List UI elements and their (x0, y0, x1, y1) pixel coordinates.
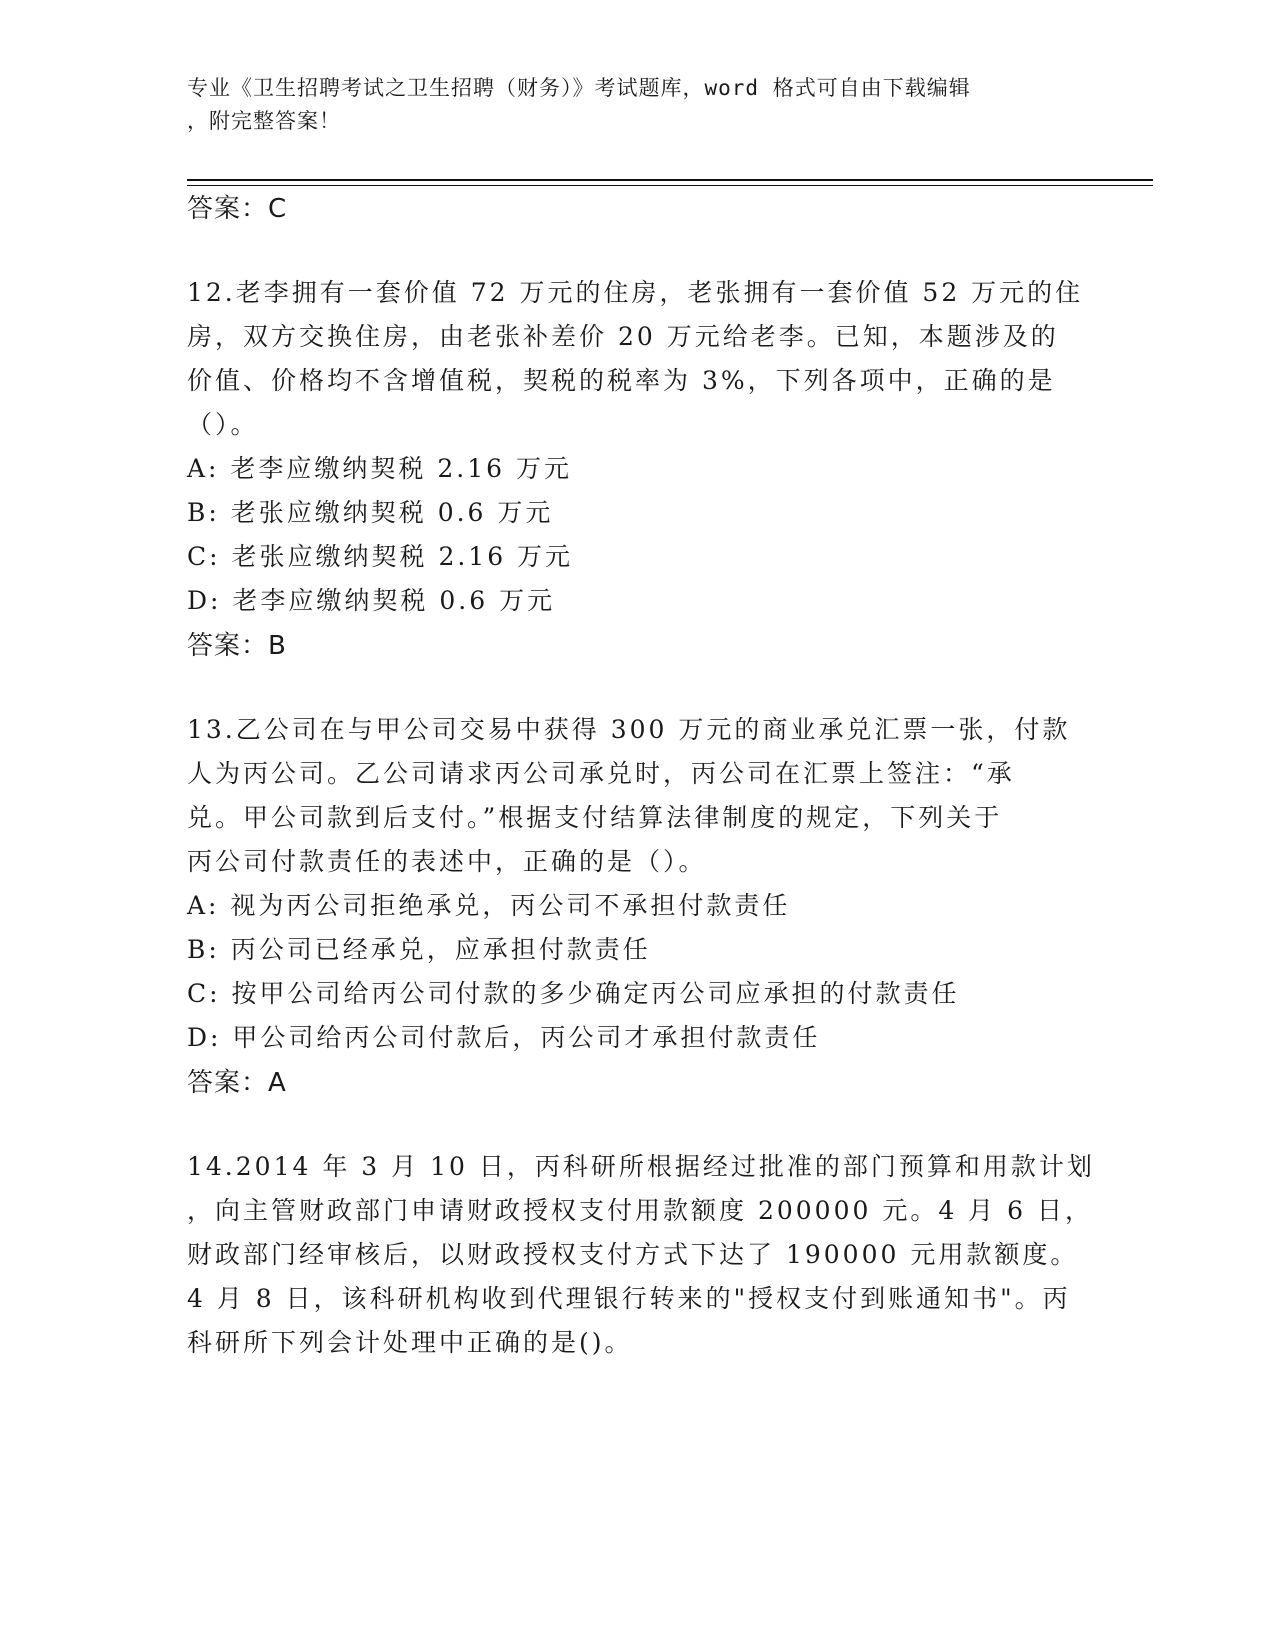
question-text-line: 4 月 8 日，该科研机构收到代理银行转来的"授权支付到账通知书"。丙 (187, 1284, 1071, 1313)
header-line-2: ，附完整答案！ (187, 109, 341, 133)
question-text-line: 14.2014 年 3 月 10 日，丙科研所根据经过批准的部门预算和用款计划 (187, 1152, 1095, 1181)
header-line-1: 专业《卫生招聘考试之卫生招聘（财务）》考试题库，word 格式可自由下载编辑 (187, 76, 971, 100)
option-b: B: 丙公司已经承兑，应承担付款责任 (187, 935, 651, 964)
option-d: D: 甲公司给丙公司付款后，丙公司才承担付款责任 (187, 1023, 821, 1052)
answer-q13: 答案：A (187, 1068, 287, 1098)
question-text-line: 兑。甲公司款到后支付。”根据支付结算法律制度的规定，下列关于 (187, 803, 1003, 832)
question-text-line: 13.乙公司在与甲公司交易中获得 300 万元的商业承兑汇票一张，付款 (187, 715, 1071, 744)
option-c: C: 老张应缴纳契税 2.16 万元 (187, 542, 574, 571)
question-text-line: （）。 (187, 410, 259, 439)
question-text-line: 房，双方交换住房，由老张补差价 20 万元给老李。已知，本题涉及的 (187, 322, 1059, 351)
document-header (187, 72, 1087, 138)
question-text-line: ，向主管财政部门申请财政授权支付用款额度 200000 元。4 月 6 日， (187, 1196, 1093, 1225)
answer-q11: 答案：C (187, 194, 288, 224)
header-rule-thick (187, 179, 1153, 181)
option-d: D: 老李应缴纳契税 0.6 万元 (187, 586, 556, 615)
option-a: A: 视为丙公司拒绝承兑，丙公司不承担付款责任 (187, 891, 791, 920)
header-rule-thin (187, 185, 1153, 186)
option-b: B: 老张应缴纳契税 0.6 万元 (187, 498, 554, 527)
question-text-line: 科研所下列会计处理中正确的是()。 (187, 1328, 633, 1357)
question-text-line: 12.老李拥有一套价值 72 万元的住房，老张拥有一套价值 52 万元的住 (187, 278, 1084, 307)
option-c: C: 按甲公司给丙公司付款的多少确定丙公司应承担的付款责任 (187, 979, 960, 1008)
option-a: A: 老李应缴纳契税 2.16 万元 (187, 454, 572, 483)
question-text-line: 丙公司付款责任的表述中，正确的是（）。 (187, 847, 707, 876)
question-text-line: 价值、价格均不含增值税，契税的税率为 3%，下列各项中，正确的是 (187, 366, 1056, 395)
question-text-line: 财政部门经审核后，以财政授权支付方式下达了 190000 元用款额度。 (187, 1240, 1079, 1269)
answer-q12: 答案：B (187, 631, 287, 661)
question-text-line: 人为丙公司。乙公司请求丙公司承兑时，丙公司在汇票上签注：“承 (187, 759, 1015, 788)
